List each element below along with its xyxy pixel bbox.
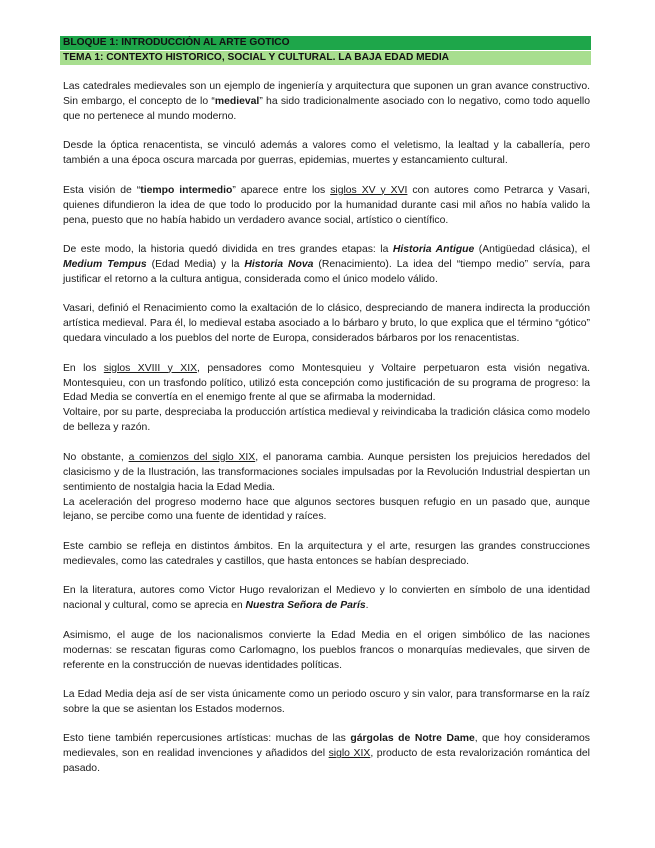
paragraph-8: Este cambio se refleja en distintos ámbitos. En la arquitectura y el arte, resurgen las grandes construcciones medievales, como las catedrales y castillos, que hasta entonces se habían despreciado. — [63, 540, 590, 567]
paragraph-1 — [63, 80, 590, 125]
paragraph-2: Desde la óptica renacentista, se vinculó además a valores como el veletismo, la lealtad y la caballería, pero también a una época oscura marcada por guerras, epidemias, muertes y estancamiento cultural. — [63, 140, 590, 167]
underlined-term: siglos XVIII y XIX — [103, 362, 198, 374]
block-title: BLOQUE 1: INTRODUCCIÓN AL ARTE GOTICO — [60, 36, 591, 50]
bold-term: gárgolas de Notre Dame — [350, 733, 475, 745]
bold-italic-term: Nuestra Señora de París — [245, 600, 366, 612]
text-span: (Renacimiento). La idea del “tiempo medio” servía, para justificar el retorno a la cultura antigua, considerada como el único modelo válido. — [63, 258, 591, 285]
paragraph-10: Asimismo, el auge de los nacionalismos convierte la Edad Media en el origen simbólico de las naciones modernas: se rescatan figuras como Carlomagno, los pueblos francos o monarquías medievales, que sirven de referente en la construcción de nuevas identidades políticas. — [63, 629, 590, 671]
bold-term: medieval — [214, 95, 260, 107]
bold-italic-term: Historia Antigue — [392, 244, 475, 256]
text-span: (Antigüedad clásica), el — [474, 244, 590, 256]
text-span: . — [365, 600, 369, 612]
paragraph-4 — [63, 243, 590, 288]
bold-italic-term: Medium Tempus — [63, 258, 147, 270]
text-span: , el panorama cambia. Aunque persisten los prejuicios heredados del clasicismo y de la Ilustración, las transformaciones sociales impulsadas por la Revolución Industrial despiertan un sentimiento de nostalgia hacia la Edad Media. — [63, 451, 590, 493]
text-span: De este modo, la historia quedó dividida en tres grandes etapas: la — [63, 244, 393, 256]
text-span: No obstante, — [63, 451, 129, 463]
paragraph-7a — [63, 451, 590, 496]
text-span: ” ha sido tradicionalmente asociado con lo negativo, como todo aquello que no pertenece al mundo moderno. — [63, 95, 590, 122]
text-span: (Edad Media) y la — [146, 258, 245, 270]
text-span: , producto de esta revalorización romántica del pasado. — [63, 748, 590, 775]
text-span: En los — [63, 362, 104, 374]
underlined-term: a comienzos del siglo XIX — [128, 451, 256, 463]
text-span: Las catedrales medievales son un ejemplo de ingeniería y arquitectura que suponen un gran avance constructivo. Sin embargo, el concepto de lo “ — [63, 81, 590, 107]
document-body — [63, 80, 590, 792]
paragraph-9 — [63, 584, 590, 614]
paragraph-6a — [63, 362, 590, 407]
text-span: Esta visión de “ — [63, 184, 141, 196]
paragraph-7b: La aceleración del progreso moderno hace que algunos sectores busquen refugio en un pasado que, aunque lejano, se percibe como una fuente de identidad y raíces. — [63, 496, 590, 523]
text-span: Esto tiene también repercusiones artísticas: muchas de las — [63, 733, 351, 745]
topic-title: TEMA 1: CONTEXTO HISTORICO, SOCIAL Y CULTURAL. LA BAJA EDAD MEDIA — [60, 51, 591, 65]
underlined-term: siglo XIX — [328, 748, 371, 760]
bold-italic-term: Historia Nova — [244, 258, 314, 270]
bold-term: tiempo intermedio — [140, 184, 233, 196]
text-span: En la literatura, autores como Victor Hugo revalorizan el Medievo y lo convierten en símbolo de una identidad nacional y cultural, como se aprecia en — [63, 585, 590, 612]
paragraph-3 — [63, 184, 590, 229]
text-span: , que hoy consideramos medievales, son en realidad invenciones y añadidos del — [63, 733, 590, 760]
text-span: ” aparece entre los — [232, 184, 331, 196]
paragraph-11: La Edad Media deja así de ser vista únicamente como un periodo oscuro y sin valor, para transformarse en la raíz sobre la que se asientan los Estados modernos. — [63, 689, 590, 715]
paragraph-12 — [63, 732, 590, 777]
text-span: , pensadores como Montesquieu y Voltaire perpetuaron esta visión negativa. Montesquieu, con un trasfondo político, utilizó esta concepción como justificación de su programa de progreso: la Edad Media se convertía en el enemigo frente al que se afirmaba la modernidad. — [63, 362, 590, 404]
underlined-term: siglos XV y XVI — [330, 184, 408, 196]
text-span: con autores como Petrarca y Vasari, quienes difundieron la idea de que todo lo producido por la humanidad durante casi mil años no había valido la pena, puesto que no había habido un verdadero avance social, artístico o científico. — [63, 184, 591, 226]
paragraph-6b: Voltaire, por su parte, despreciaba la producción artística medieval y reivindicaba la tradición clásica como modelo de belleza y razón. — [63, 407, 590, 434]
document-header — [60, 36, 591, 65]
paragraph-5: Vasari, definió el Renacimiento como la exaltación de lo clásico, despreciando de manera indirecta la producción artística medieval. Para él, lo medieval estaba asociado a lo bárbaro y bruto, lo que explica que el término “gótico” quedara vinculado a los pueblos del norte de Europa, considerados bárbaros por los renacentistas. — [63, 303, 590, 345]
